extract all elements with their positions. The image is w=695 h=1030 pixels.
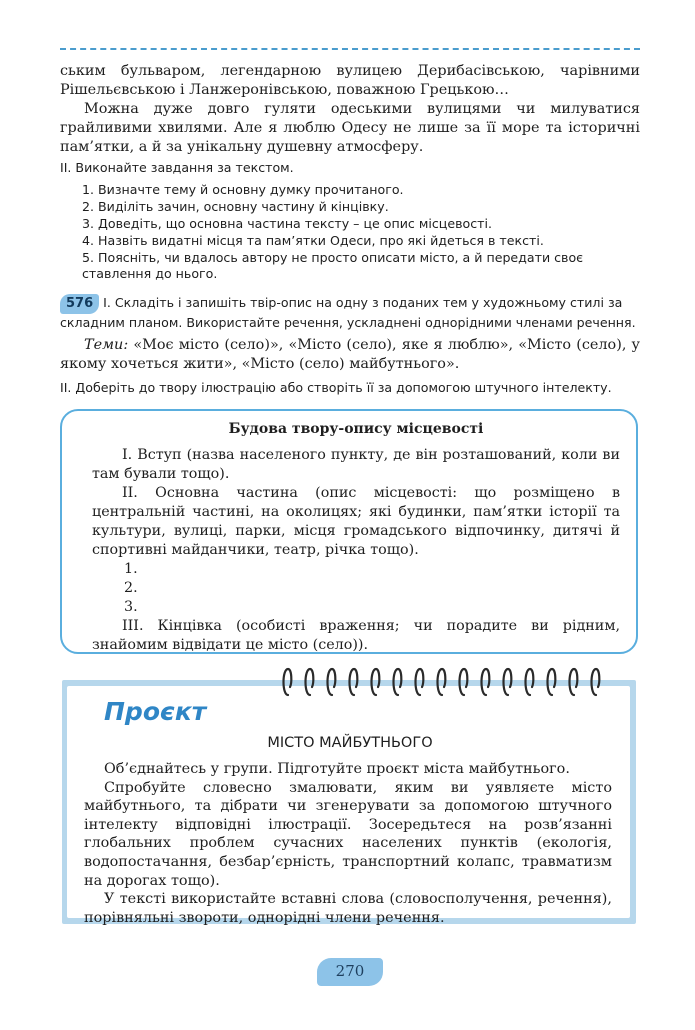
- task-item: [82, 250, 640, 282]
- project-text: [84, 760, 612, 927]
- plan-point: 3.: [124, 599, 138, 615]
- intro-text: [60, 62, 640, 157]
- task-item: 3. Доведіть, що основна частина тексту – це опис місцевості.: [82, 216, 492, 231]
- plan-main: ІІ. Основна частина (опис місцевості: що розміщено в центральній частині, на околицях; які будинки, пам’ятки історії та культури, вулиці, парки, місця громадського відпочинку, дитячі й спортивні майданчики, театр, річка тощо).: [92, 485, 620, 558]
- tasks-list: [60, 182, 640, 282]
- exercise-part2: ІІ. Доберіть до твору ілюстрацію або створіть її за допомогою штучного інтелекту.: [60, 380, 612, 395]
- exercise-part1-text: І. Складіть і запишіть твір-опис на одну з поданих тем у художньому стилі за складним планом. Використайте речення, ускладнені однорідними членами речення.: [60, 295, 636, 330]
- task-item: 4. Назвіть видатні місця та пам’ятки Одеси, про які йдеться в тексті.: [82, 233, 544, 248]
- intro-para2: Можна дуже довго гуляти одеськими вулицями чи милуватися грайливими хвилями. Але я люблю Одесу не лише за її море та історичні пам’ятки, а й за унікальну душевну атмосферу.: [60, 101, 640, 155]
- tasks-heading: ІІ. Виконайте завдання за текстом.: [60, 160, 294, 175]
- exercise-number-badge: 576: [60, 294, 99, 314]
- project-p1: Об’єднайтесь у групи. Підготуйте проєкт міста майбутнього.: [104, 761, 570, 777]
- plan-box: [60, 409, 638, 654]
- exercise-themes: [60, 336, 640, 374]
- themes-text: «Моє місто (село)», «Місто (село), яке я люблю», «Місто (село), у якому хочеться жити», «Місто (село) майбутнього».: [60, 337, 640, 372]
- exercise-part1: [60, 294, 640, 332]
- task-item: 1. Визначте тему й основну думку прочитаного.: [82, 182, 404, 197]
- plan-intro: І. Вступ (назва населеного пункту, де він розташований, коли ви там бували тощо).: [92, 447, 620, 482]
- spiral-binding-icon: [280, 665, 610, 699]
- top-dashed-rule: [60, 48, 640, 50]
- plan-point: 1.: [124, 561, 138, 577]
- plan-ending: ІІІ. Кінцівка (особисті враження; чи порадите ви рідним, знайомим відвідати це місто (село)).: [92, 618, 620, 653]
- project-title: МІСТО МАЙБУТНЬОГО: [267, 735, 433, 751]
- project-p3: У тексті використайте вставні слова (словосполучення, речення), порівняльні звороти, однорідні члени речення.: [84, 891, 612, 926]
- plan-point: 2.: [124, 580, 138, 596]
- project-p2: Спробуйте словесно змалювати, яким ви уявляєте місто майбутнього, та дібрати чи згенерувати за допомогою штучного інтелекту відповідні ілюстрації. Зосередьтеся на розв’язанні глобальних проблем сучасних населених пунктів (екологія, водопостачання, безбар’єрність, транспортний колапс, травматизм на дорогах тощо).: [84, 779, 612, 889]
- task-item-text: 5. Поясніть, чи вдалось автору не просто описати місто, а й передати своє ставлення до нього.: [82, 250, 584, 281]
- page-number: 270: [335, 962, 365, 980]
- exercise-576: [60, 294, 640, 396]
- themes-label: Теми:: [84, 337, 129, 353]
- plan-title: Будова твору-опису місцевості: [228, 421, 484, 437]
- task-item: 2. Виділіть зачин, основну частину й кінцівку.: [82, 199, 389, 214]
- intro-line1: ським бульваром, легендарною вулицею Дерибасівською, чарівними Рішельєвською і Ланжеронівською, поважною Грецькою…: [60, 63, 640, 98]
- tasks-section: [60, 160, 640, 283]
- project-label: Проєкт: [104, 697, 207, 726]
